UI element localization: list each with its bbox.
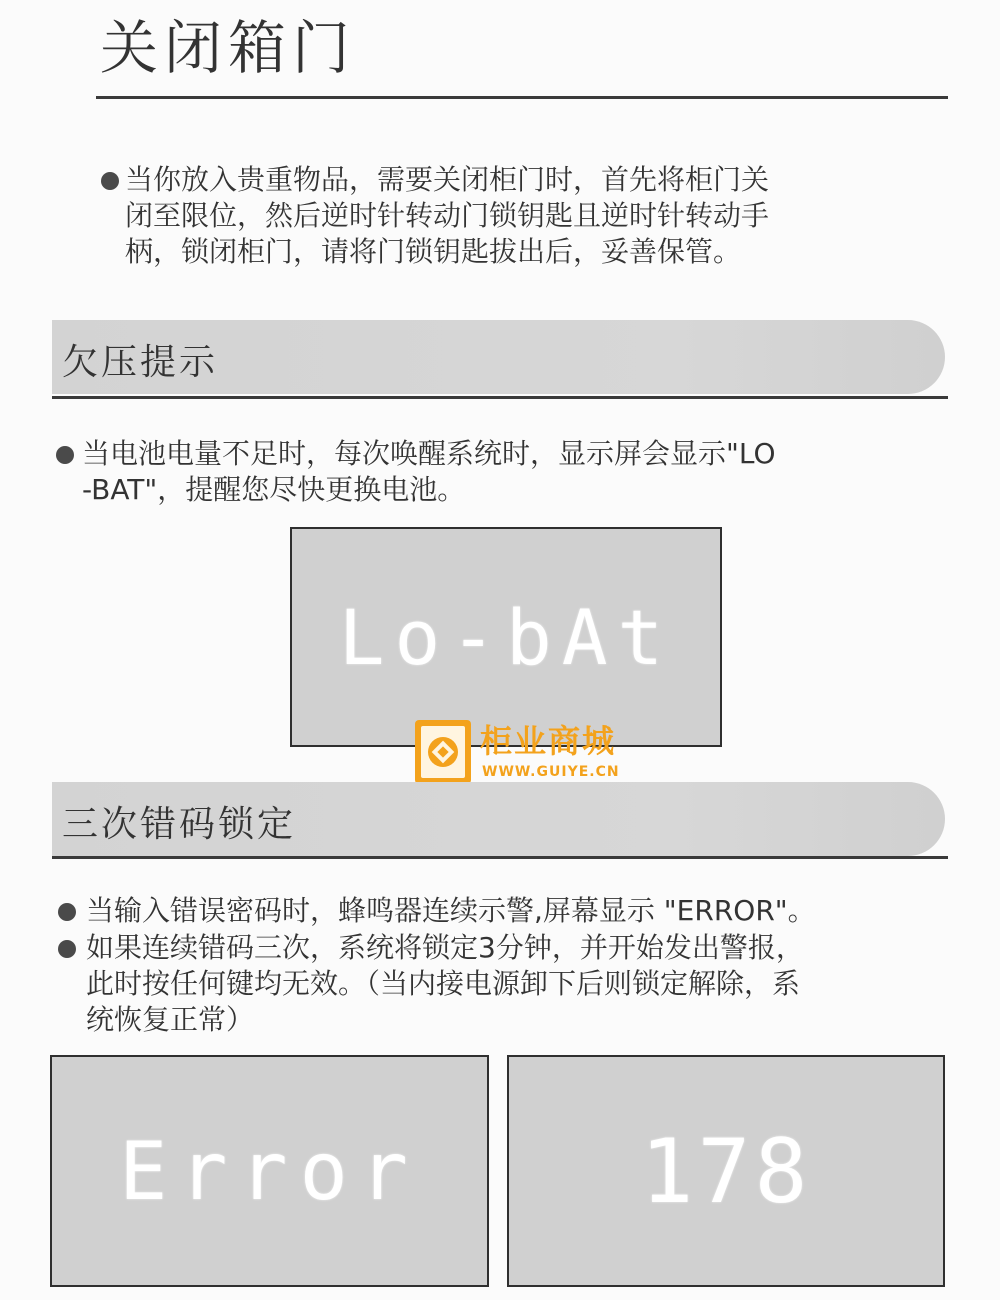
bullet-icon: [58, 940, 76, 958]
section-heading: 三次错码锁定: [62, 804, 297, 845]
lcd-text: Lo-bAt: [338, 592, 674, 682]
close-door-paragraph: [125, 162, 855, 270]
lockout-paragraph: [86, 930, 956, 1038]
lcd-display-error: [50, 1055, 489, 1287]
bullet-icon: [58, 903, 76, 921]
paragraph-line: 如果连续错码三次，系统将锁定3分钟，并开始发出警报，: [86, 931, 804, 964]
lcd-text: 178: [640, 1119, 812, 1223]
paragraph-line: 当电池电量不足时，每次唤醒系统时，显示屏会显示"LO: [82, 437, 776, 470]
watermark-url: WWW.GUIYE.CN: [482, 764, 620, 780]
paragraph-line: 此时按任何键均无效。（当内接电源卸下后则锁定解除，系: [86, 967, 801, 1000]
bullet-icon: [101, 172, 119, 190]
page-title: 关闭箱门: [100, 14, 357, 82]
paragraph-line: 当你放入贵重物品，需要关闭柜门时，首先将柜门关: [125, 163, 770, 196]
bullet-icon: [56, 446, 74, 464]
watermark-name: 柜业商城: [480, 722, 617, 760]
paragraph-line: 闭至限位，然后逆时针转动门锁钥匙且逆时针转动手: [125, 199, 770, 232]
watermark-logo: [413, 718, 653, 788]
watermark-logo-icon: [413, 718, 473, 786]
lcd-text: Error: [119, 1124, 420, 1218]
section-header-lockout: [52, 782, 945, 856]
section-divider: [52, 396, 948, 399]
paragraph-line: -BAT"，提醒您尽快更换电池。: [82, 473, 466, 506]
section-heading: 欠压提示: [62, 342, 219, 383]
low-battery-paragraph: [82, 436, 912, 508]
paragraph-line: 当输入错误密码时，蜂鸣器连续示警,屏幕显示 "ERROR"。: [86, 894, 816, 927]
section-header-low-battery: [52, 320, 945, 394]
lcd-display-countdown: [507, 1055, 945, 1287]
error-paragraph: [86, 893, 956, 929]
section-divider: [52, 856, 948, 859]
paragraph-line: 柄，锁闭柜门，请将门锁钥匙拔出后，妥善保管。: [125, 235, 742, 268]
title-divider: [96, 96, 948, 99]
lcd-display-lobat: [290, 527, 722, 747]
paragraph-line: 统恢复正常）: [86, 1003, 255, 1036]
